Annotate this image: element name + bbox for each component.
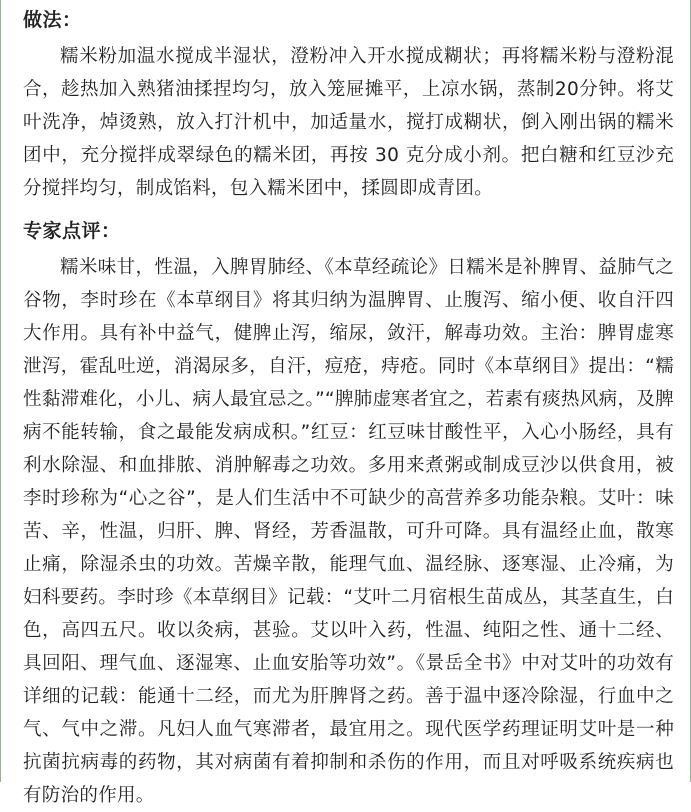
section-title-expert-review: 专家点评：	[23, 220, 121, 242]
expert-review-paragraph: 糯米味甘，性温，入脾胃肺经、《本草经疏论》日糯米是补脾胃、益肺气之谷物，李时珍在《本草纲目》将其归纳为温脾胃、止腹泻、缩小便、收自汗四大作用。具有补中益气，健脾止泻，缩尿，敛汗，解毒功效。主治：脾胃虚寒泄泻，霍乱吐逆，消渴尿多，自汗，痘疮，痔疮。同时《本草纲目》提出：“糯性黏滞难化，小儿、病人最宜忌之。”“脾肺虚寒者宜之，若素有痰热风病，及脾病不能转输，食之最能发病成积。”红豆：红豆味甘酸性平，入心小肠经，具有利水除湿、和血排脓、消肿解毒之功效。多用来煮粥或制成豆沙以供食用，被李时珍称为“心之谷”，是人们生活中不可缺少的高营养多功能杂粮。艾叶：味苦、辛，性温，归肝、脾、肾经，芳香温散，可升可降。具有温经止血，散寒止痛，除湿杀虫的功效。苦燥辛散，能理气血、温经脉、逐寒湿、止冷痛，为妇科要药。李时珍《本草纲目》记载：“艾叶二月宿根生苗成丛，其茎直生，白色，高四五尺。收以灸病，甚验。艾以叶入药，性温、纯阳之性、通十二经、具回阳、理气血、逐湿寒、止血安胎等功效”。《景岳全书》中对艾叶的功效有详细的记载：能通十二经，而尤为肝脾肾之药。善于温中逐冷除湿，行血中之气、气中之滞。凡妇人血气寒滞者，最宜用之。现代医学药理证明艾叶是一种抗菌抗病毒的药物，其对病菌有着抑制和杀伤的作用，而且对呼吸系统疾病也有防治的作用。	[23, 257, 674, 806]
method-paragraph: 糯米粉加温水搅成半湿状，澄粉冲入开水搅成糊状；再将糯米粉与澄粉混合，趁热加入熟猪油揉捏均匀，放入笼屉摊平，上凉水锅，蒸制20分钟。将艾叶洗净，焯烫熟，放入打汁机中，加适量水，搅打成糊状，倒入刚出锅的糯米团中，充分搅拌成翠绿色的糯米团，再按 30 克分成小剂。把白糖和红豆沙充分搅拌均匀，制成馅料，包入糯米团中，揉圆即成青团。	[23, 46, 674, 199]
section-title-method: 做法：	[23, 9, 82, 31]
